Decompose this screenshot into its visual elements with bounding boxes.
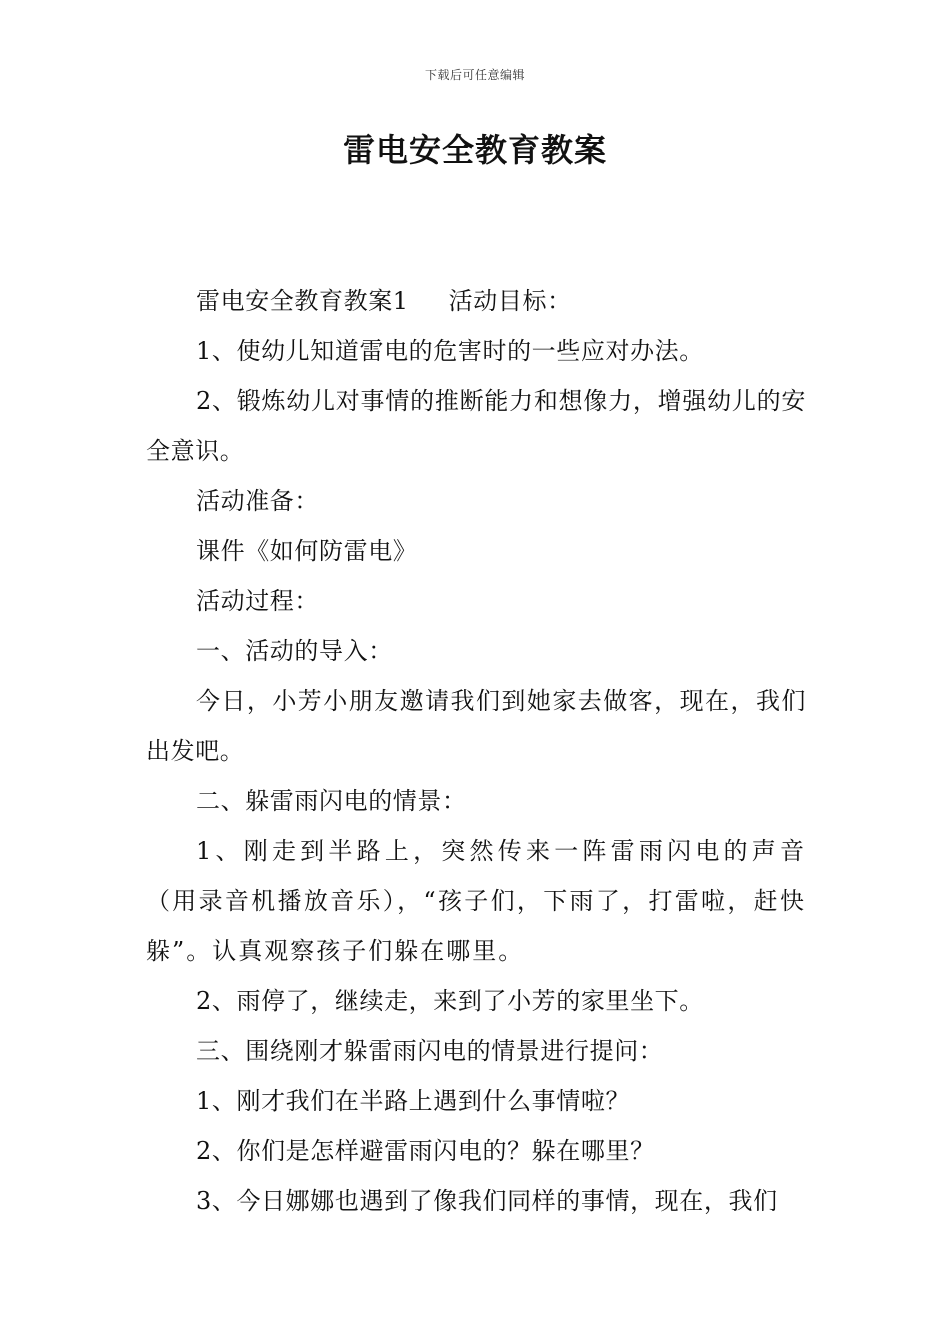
- paragraph: 课件《如何防雷电》: [196, 537, 418, 565]
- header-note: 下载后可任意编辑: [424, 68, 525, 82]
- section-subheading: 活动目标：: [448, 287, 572, 315]
- paragraph: 一、活动的导入：: [196, 637, 393, 665]
- document-title: 雷电安全教育教案: [342, 131, 607, 169]
- paragraph: 今日，小芳小朋友邀请我们到她家去做客，现在，我们出发吧。: [146, 687, 806, 765]
- paragraph: 活动准备：: [196, 487, 319, 515]
- paragraph: 2、你们是怎样避雷雨闪电的？躲在哪里？: [196, 1137, 655, 1165]
- section-label: 雷电安全教育教案1: [196, 287, 409, 315]
- paragraph: 1、使幼儿知道雷电的危害时的一些应对办法。: [196, 337, 704, 365]
- paragraph: 1、刚走到半路上，突然传来一阵雷雨闪电的声音（用录音机播放音乐），“孩子们，下雨了，打雷啦，赶快躲”。认真观察孩子们躲在哪里。: [146, 837, 806, 965]
- paragraph: 3、今日娜娜也遇到了像我们同样的事情，现在，我们: [196, 1187, 778, 1215]
- paragraph: 活动过程：: [196, 587, 319, 615]
- document-body: [146, 276, 806, 1226]
- paragraph-section-heading: [146, 276, 806, 326]
- paragraph: 三、围绕刚才躲雷雨闪电的情景进行提问：: [196, 1037, 664, 1065]
- paragraph: 二、躲雷雨闪电的情景：: [196, 787, 467, 815]
- paragraph: 2、雨停了，继续走，来到了小芳的家里坐下。: [196, 987, 704, 1015]
- paragraph: 1、刚才我们在半路上遇到什么事情啦？: [196, 1087, 631, 1115]
- paragraph: 2、锻炼幼儿对事情的推断能力和想像力，增强幼儿的安全意识。: [146, 387, 806, 465]
